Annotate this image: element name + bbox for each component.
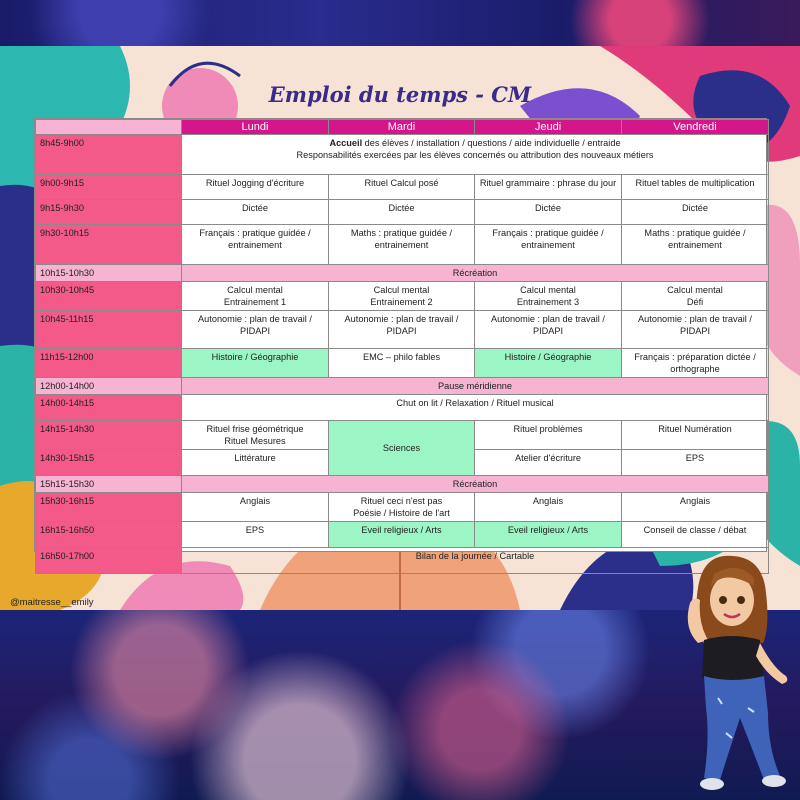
activity-cell xyxy=(475,282,622,311)
activity-cell xyxy=(182,282,329,311)
activity-cell: Rituel grammaire : phrase du jour xyxy=(475,175,622,200)
time-cell: 14h00-14h15 xyxy=(36,395,182,421)
time-cell: 12h00-14h00 xyxy=(36,378,182,395)
header-corner xyxy=(36,120,182,135)
activity-cell: EMC – philo fables xyxy=(329,349,475,378)
header-day: Jeudi xyxy=(475,120,622,135)
activity-line: Rituel frise géométrique xyxy=(206,424,304,434)
welcome-text: des élèves / installation / questions / aide individuelle / entraide xyxy=(362,138,621,148)
table-row xyxy=(36,282,769,311)
table-row xyxy=(36,175,769,200)
avatar-illustration xyxy=(668,548,798,793)
table-row xyxy=(36,522,769,548)
activity-line: Calcul mental xyxy=(227,285,283,295)
activity-cell: Rituel tables de multiplication xyxy=(622,175,769,200)
background-top xyxy=(0,0,800,46)
table-row xyxy=(36,265,769,282)
time-cell: 10h30-10h45 xyxy=(36,282,182,311)
activity-line: Entrainement 2 xyxy=(370,297,433,307)
table-row xyxy=(36,135,769,175)
header-day: Mardi xyxy=(329,120,475,135)
activity-cell: Dictée xyxy=(622,200,769,225)
time-cell: 10h15-10h30 xyxy=(36,265,182,282)
header-row xyxy=(36,120,769,135)
time-cell: 9h30-10h15 xyxy=(36,225,182,265)
activity-cell: Rituel Numération xyxy=(622,421,769,450)
activity-cell: Autonomie : plan de travail / PIDAPI xyxy=(622,311,769,349)
activity-cell: Dictée xyxy=(475,200,622,225)
time-cell: 16h50-17h00 xyxy=(36,548,182,574)
table-row xyxy=(36,476,769,493)
activity-cell: EPS xyxy=(622,450,769,476)
activity-line: Calcul mental xyxy=(520,285,576,295)
table-row xyxy=(36,349,769,378)
timetable xyxy=(34,118,767,561)
time-cell: 9h15-9h30 xyxy=(36,200,182,225)
activity-line: Entrainement 3 xyxy=(516,297,580,307)
time-cell: 15h15-15h30 xyxy=(36,476,182,493)
activity-cell xyxy=(182,421,329,450)
activity-line: Calcul mental xyxy=(667,285,723,295)
activity-cell: Eveil religieux / Arts xyxy=(329,522,475,548)
table-row xyxy=(36,395,769,421)
header-day: Vendredi xyxy=(622,120,769,135)
activity-line: Poésie / Histoire de l'art xyxy=(353,508,450,518)
activity-cell: Autonomie : plan de travail / PIDAPI xyxy=(475,311,622,349)
table-row xyxy=(36,200,769,225)
activity-cell: Anglais xyxy=(182,493,329,522)
activity-cell: Anglais xyxy=(622,493,769,522)
activity-cell: EPS xyxy=(182,522,329,548)
activity-cell: Rituel problèmes xyxy=(475,421,622,450)
activity-line: Rituel ceci n'est pas xyxy=(360,496,443,506)
author-credit: @maitresse__emily xyxy=(10,597,94,608)
sciences-cell: Sciences xyxy=(329,421,475,476)
activity-line: Défi xyxy=(686,297,704,307)
activity-cell: Anglais xyxy=(475,493,622,522)
time-cell: 10h45-11h15 xyxy=(36,311,182,349)
break-cell: Pause méridienne xyxy=(182,378,769,395)
activity-cell: Atelier d'écriture xyxy=(475,450,622,476)
activity-cell: Autonomie : plan de travail / PIDAPI xyxy=(182,311,329,349)
time-cell: 14h30-15h15 xyxy=(36,450,182,476)
break-cell: Récréation xyxy=(182,265,769,282)
activity-cell: Dictée xyxy=(182,200,329,225)
time-cell: 11h15-12h00 xyxy=(36,349,182,378)
activity-cell xyxy=(329,282,475,311)
activity-cell: Maths : pratique guidée / entrainement xyxy=(329,225,475,265)
table-row xyxy=(36,311,769,349)
activity-cell: Rituel Calcul posé xyxy=(329,175,475,200)
time-cell: 15h30-16h15 xyxy=(36,493,182,522)
page-title: Emploi du temps - CM xyxy=(268,82,532,107)
activity-cell: Histoire / Géographie xyxy=(475,349,622,378)
activity-cell: Bilan de la journée / Cartable xyxy=(182,548,769,574)
activity-cell: Français : pratique guidée / entrainement xyxy=(182,225,329,265)
activity-cell: Conseil de classe / débat xyxy=(622,522,769,548)
activity-cell: Rituel Jogging d'écriture xyxy=(182,175,329,200)
activity-cell: Littérature xyxy=(182,450,329,476)
time-cell: 14h15-14h30 xyxy=(36,421,182,450)
table-row xyxy=(36,493,769,522)
table-row xyxy=(36,378,769,395)
activity-cell: Français : pratique guidée / entrainement xyxy=(475,225,622,265)
activity-line: Rituel Mesures xyxy=(224,436,286,446)
activity-cell: Français : préparation dictée / orthographe xyxy=(622,349,769,378)
welcome-text-2: Responsabilités exercées par les élèves concernés ou attribution des nouveaux métiers xyxy=(296,150,654,160)
time-cell: 9h00-9h15 xyxy=(36,175,182,200)
welcome-bold: Accueil xyxy=(329,138,363,148)
time-cell: 8h45-9h00 xyxy=(36,135,182,175)
activity-cell: Eveil religieux / Arts xyxy=(475,522,622,548)
activity-cell: Autonomie : plan de travail / PIDAPI xyxy=(329,311,475,349)
activity-line: Calcul mental xyxy=(373,285,430,295)
table-row xyxy=(36,548,769,574)
activity-cell: Histoire / Géographie xyxy=(182,349,329,378)
table-row xyxy=(36,421,769,450)
header-day: Lundi xyxy=(182,120,329,135)
break-cell: Récréation xyxy=(182,476,769,493)
activity-cell: Chut on lit / Relaxation / Rituel musical xyxy=(182,395,769,421)
welcome-cell xyxy=(182,135,769,175)
table-row xyxy=(36,225,769,265)
activity-cell: Dictée xyxy=(329,200,475,225)
activity-line: Entrainement 1 xyxy=(223,297,287,307)
activity-cell xyxy=(329,493,475,522)
time-cell: 16h15-16h50 xyxy=(36,522,182,548)
activity-cell: Maths : pratique guidée / entrainement xyxy=(622,225,769,265)
activity-cell xyxy=(622,282,769,311)
